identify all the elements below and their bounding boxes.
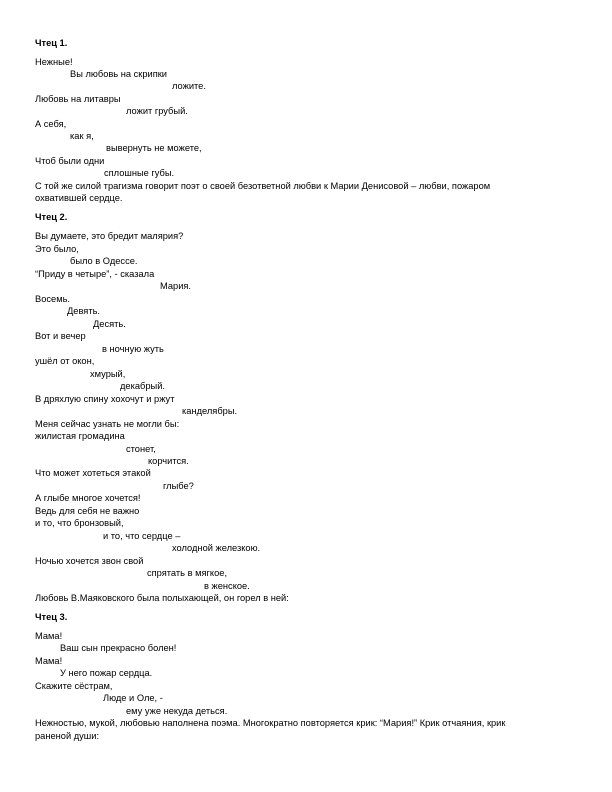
text-line: Это было, (35, 244, 79, 254)
text-line: Что может хотеться этакой (35, 468, 151, 478)
text-line: и то, что сердце – (103, 531, 181, 541)
text-line: А себя, (35, 119, 67, 129)
text-line: Люде и Оле, - (103, 693, 163, 703)
text-line: декабрый. (120, 381, 165, 391)
section-title-reader-2: Чтец 2. (35, 212, 68, 222)
paragraph-line: охватившей сердце. (35, 193, 123, 203)
text-line: А глыбе многое хочется! (35, 493, 141, 503)
text-line: Вы любовь на скрипки (70, 69, 167, 79)
text-line: корчится. (148, 456, 189, 466)
text-line: ложите. (172, 81, 206, 91)
section-title-reader-3: Чтец 3. (35, 612, 68, 622)
text-line: хмурый, (90, 369, 126, 379)
text-line: Вы думаете, это бредит малярия? (35, 231, 184, 241)
text-line: Нежные! (35, 57, 73, 67)
text-line: Скажите сёстрам, (35, 681, 113, 691)
text-line: в женское. (204, 581, 250, 591)
text-line: Любовь на литавры (35, 94, 121, 104)
text-line: Мама! (35, 631, 63, 641)
text-line: ему уже некуда деться. (126, 706, 228, 716)
text-line: ложит грубый. (126, 106, 188, 116)
section-title-reader-1: Чтец 1. (35, 38, 68, 48)
text-line: Ночью хочется звон свой (35, 556, 144, 566)
text-line: Девять. (67, 306, 101, 316)
text-line: “Приду в четыре”, - сказала (35, 269, 155, 279)
paragraph-line: С той же силой трагизма говорит поэт о своей безответной любви к Марии Денисовой – любви, пожаром (35, 181, 491, 191)
text-line: В дряхлую спину хохочут и ржут (35, 394, 175, 404)
paragraph-line: Любовь В.Маяковского была полыхающей, он горел в ней: (35, 593, 289, 603)
text-line: канделябры. (182, 406, 238, 416)
paragraph-line: раненой души: (35, 731, 100, 741)
text-line: сплошные губы. (104, 168, 175, 178)
text-line: Вот и вечер (35, 331, 86, 341)
text-line: Мария. (160, 281, 192, 291)
text-line: Чтоб были одни (35, 156, 105, 166)
text-line: было в Одессе. (70, 256, 138, 266)
text-line: холодной железкою. (172, 543, 261, 553)
text-line: Восемь. (35, 294, 71, 304)
text-line: стонет, (126, 444, 156, 454)
text-line: У него пожар сердца. (60, 668, 153, 678)
text-line: глыбе? (163, 481, 194, 491)
text-line: и то, что бронзовый, (35, 518, 124, 528)
text-line: Мама! (35, 656, 63, 666)
text-line: Меня сейчас узнать не могли бы: (35, 419, 180, 429)
text-line: Ведь для себя не важно (35, 506, 140, 516)
text-line: ушёл от окон, (35, 356, 95, 366)
paragraph-line: Нежностью, мукой, любовью наполнена поэма. Многократно повторяется крик: “Мария!” Крик отчаяния, крик (35, 718, 506, 728)
text-line: Десять. (93, 319, 126, 329)
text-line: в ночную жуть (102, 344, 164, 354)
text-line: вывернуть не можете, (106, 143, 202, 153)
text-line: жилистая громадина (35, 431, 125, 441)
text-line: как я, (70, 131, 94, 141)
text-line: спрятать в мягкое, (147, 568, 228, 578)
text-line: Ваш сын прекрасно болен! (60, 643, 177, 653)
